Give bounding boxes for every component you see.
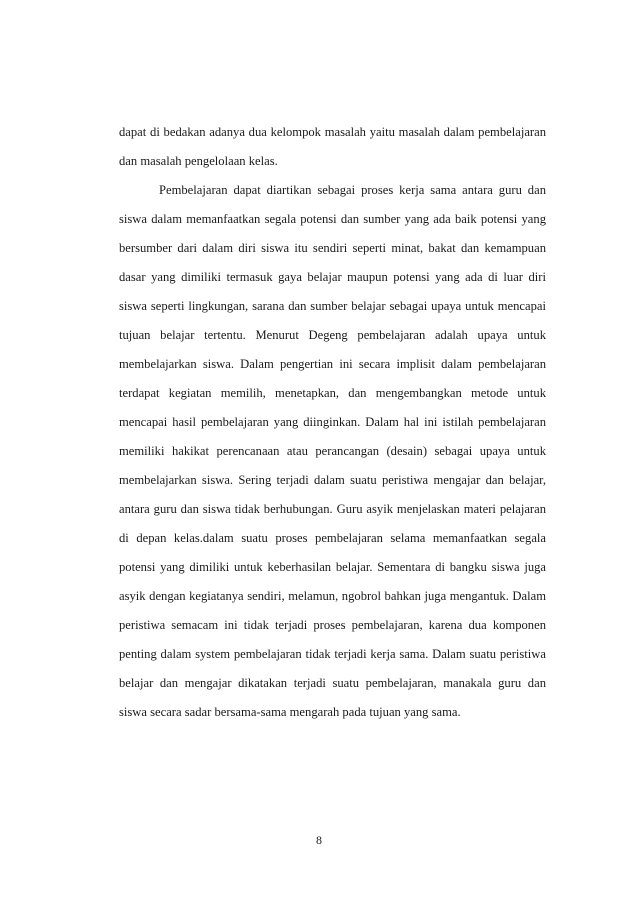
text-line: belajar dan mengajar dikatakan terjadi suatu pembelajaran, manakala guru dan	[119, 676, 546, 690]
text-line: siswa seperti lingkungan, sarana dan sumber belajar sebagai upaya untuk mencapai	[119, 299, 546, 313]
text-line: bersumber dari dalam diri siswa itu sendiri seperti minat, bakat dan kemampuan	[119, 241, 546, 255]
text-line: penting dalam system pembelajaran tidak terjadi kerja sama. Dalam suatu peristiwa	[119, 647, 546, 661]
text-line: siswa secara sadar bersama-sama mengarah pada tujuan yang sama.	[119, 705, 461, 719]
text-line: asyik dengan kegiatanya sendiri, melamun, ngobrol bahkan juga mengantuk. Dalam	[119, 589, 546, 603]
text-line: membelajarkan siswa. Sering terjadi dalam suatu peristiwa mengajar dan belajar,	[119, 473, 546, 487]
text-line: membelajarkan siswa. Dalam pengertian ini secara implisit dalam pembelajaran	[119, 357, 546, 371]
text-line: Pembelajaran dapat diartikan sebagai proses kerja sama antara guru dan	[159, 183, 546, 197]
text-line: antara guru dan siswa tidak berhubungan. Guru asyik menjelaskan materi pelajaran	[119, 502, 546, 516]
text-line: mencapai hasil pembelajaran yang diinginkan. Dalam hal ini istilah pembelajaran	[119, 415, 546, 429]
text-line: dan masalah pengelolaan kelas.	[119, 154, 278, 168]
text-line: tujuan belajar tertentu. Menurut Degeng pembelajaran adalah upaya untuk	[119, 328, 546, 342]
paragraph-2	[119, 176, 546, 727]
body-text	[119, 118, 546, 727]
text-line: peristiwa semacam ini tidak terjadi proses pembelajaran, karena dua komponen	[119, 618, 546, 632]
text-line: potensi yang dimiliki untuk keberhasilan belajar. Sementara di bangku siswa juga	[119, 560, 546, 574]
paragraph-1	[119, 118, 546, 176]
text-line: terdapat kegiatan memilih, menetapkan, dan mengembangkan metode untuk	[119, 386, 546, 400]
text-line: dapat di bedakan adanya dua kelompok masalah yaitu masalah dalam pembelajaran	[119, 125, 546, 139]
text-line: di depan kelas.dalam suatu proses pembelajaran selama memanfaatkan segala	[119, 531, 546, 545]
page-number: 8	[316, 833, 322, 847]
text-line: dasar yang dimiliki termasuk gaya belajar maupun potensi yang ada di luar diri	[119, 270, 546, 284]
text-line: memiliki hakikat perencanaan atau perancangan (desain) sebagai upaya untuk	[119, 444, 546, 458]
text-line: siswa dalam memanfaatkan segala potensi dan sumber yang ada baik potensi yang	[119, 212, 546, 226]
